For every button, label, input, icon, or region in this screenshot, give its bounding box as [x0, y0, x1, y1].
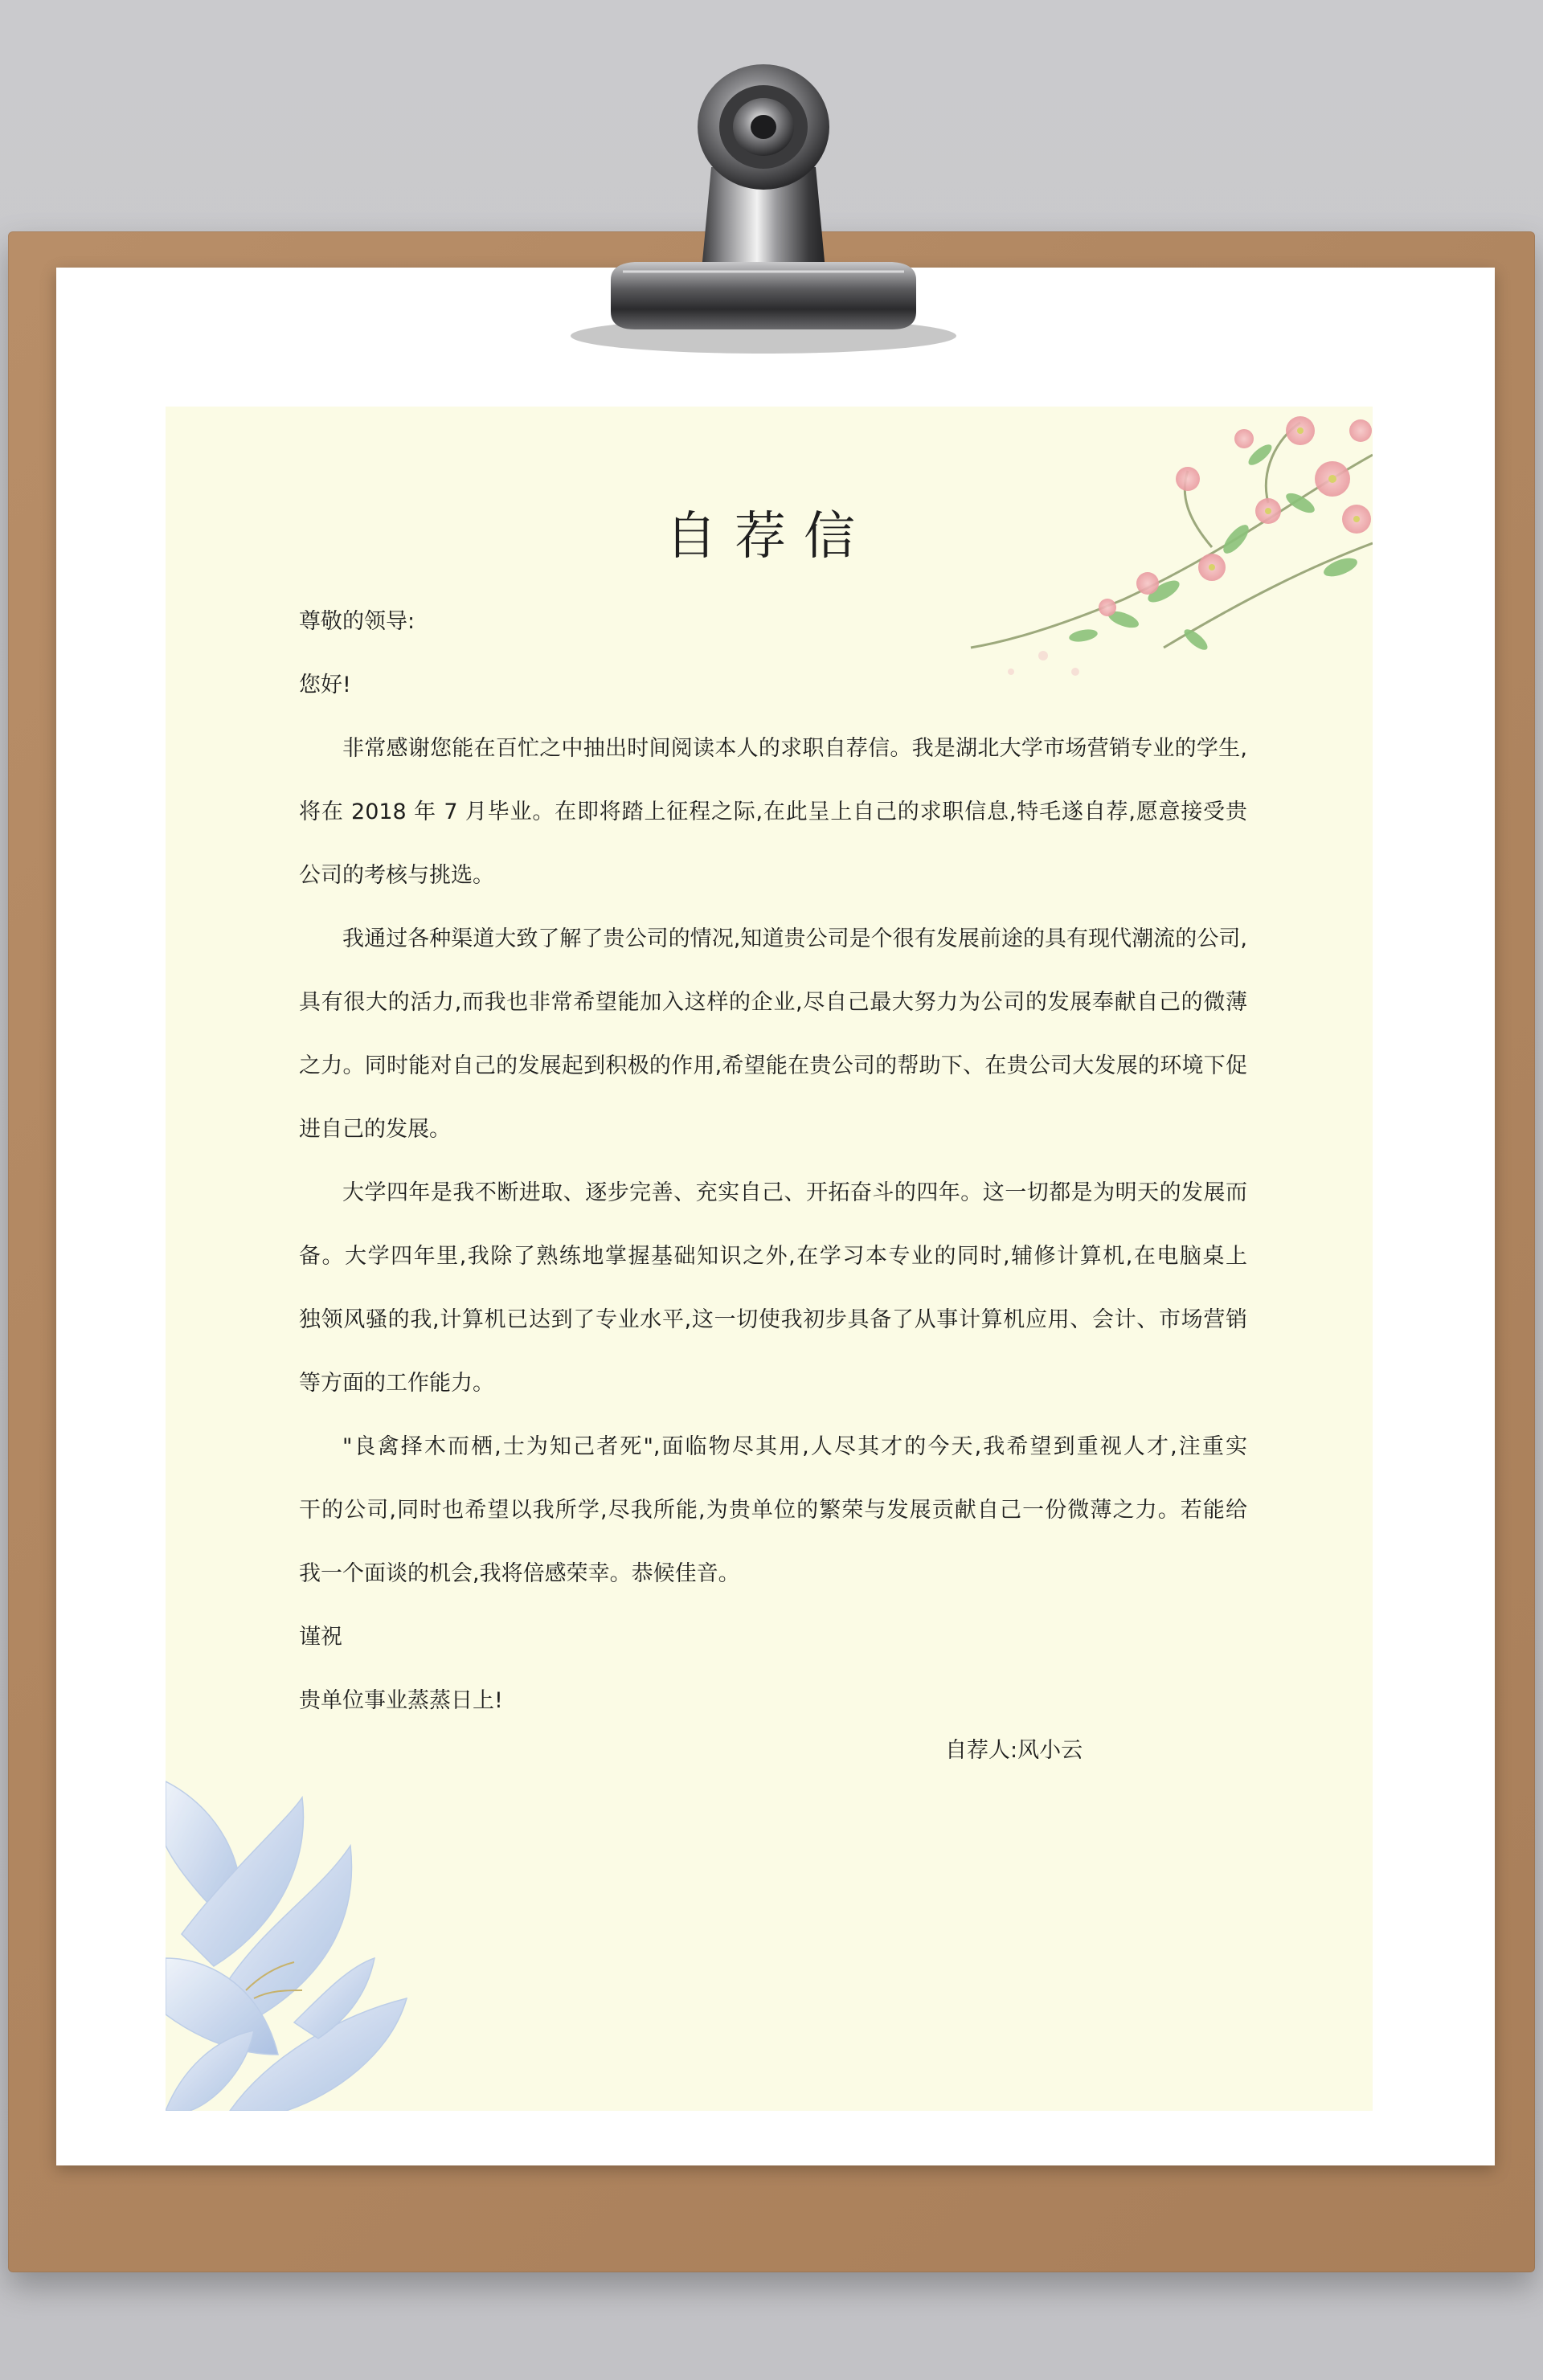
paragraph-line: 备。大学四年里,我除了熟练地掌握基础知识之外,在学习本专业的同时,辅修计算机,在电脑桌上 — [299, 1244, 1247, 1269]
paragraph-line: "良禽择木而栖,士为知己者死",面临物尽其用,人尽其才的今天,我希望到重视人才,注重实 — [342, 1434, 1247, 1459]
closing-line: 谨祝 — [299, 1625, 342, 1650]
paragraph-line: 我一个面谈的机会,我将倍感荣幸。恭候佳音。 — [299, 1561, 740, 1586]
lily-flower-icon — [166, 1749, 423, 2111]
paragraph-line: 具有很大的活力,而我也非常希望能加入这样的企业,尽自己最大努力为公司的发展奉献自己的微薄 — [299, 990, 1247, 1015]
paragraph — [299, 1161, 1247, 1415]
letter-title: 自荐信 — [665, 507, 873, 566]
binder-clip-icon — [563, 47, 964, 360]
paragraph — [299, 1415, 1247, 1605]
paragraph-line: 之力。同时能对自己的发展起到积极的作用,希望能在贵公司的帮助下、在贵公司大发展的环境下促 — [299, 1053, 1247, 1078]
paragraph-line: 进自己的发展。 — [299, 1117, 451, 1142]
signature: 自荐人:风小云 — [945, 1738, 1083, 1763]
paragraph-line: 大学四年是我不断进取、逐步完善、充实自己、开拓奋斗的四年。这一切都是为明天的发展而 — [342, 1180, 1247, 1205]
paragraph-line: 将在 2018 年 7 月毕业。在即将踏上征程之际,在此呈上自己的求职信息,特毛遂自荐,愿意接受贵 — [299, 799, 1247, 824]
paragraph-line: 公司的考核与挑选。 — [299, 863, 494, 888]
letter-body — [299, 590, 1247, 1732]
paragraph-line: 独领风骚的我,计算机已达到了专业水平,这一切使我初步具备了从事计算机应用、会计、市场营销 — [299, 1307, 1247, 1332]
paragraph-line: 等方面的工作能力。 — [299, 1371, 494, 1396]
paragraph — [299, 717, 1247, 907]
salutation: 尊敬的领导: — [299, 609, 415, 634]
paragraph-line: 干的公司,同时也希望以我所学,尽我所能,为贵单位的繁荣与发展贡献自己一份微薄之力。若能给 — [299, 1498, 1247, 1523]
letter-page — [166, 407, 1373, 2111]
greeting: 您好! — [299, 673, 351, 697]
paragraph-line: 非常感谢您能在百忙之中抽出时间阅读本人的求职自荐信。我是湖北大学市场营销专业的学生, — [342, 736, 1247, 761]
paragraph — [299, 907, 1247, 1161]
paragraph-line: 我通过各种渠道大致了解了贵公司的情况,知道贵公司是个很有发展前途的具有现代潮流的公司, — [342, 926, 1247, 951]
closing-line: 贵单位事业蒸蒸日上! — [299, 1688, 503, 1713]
